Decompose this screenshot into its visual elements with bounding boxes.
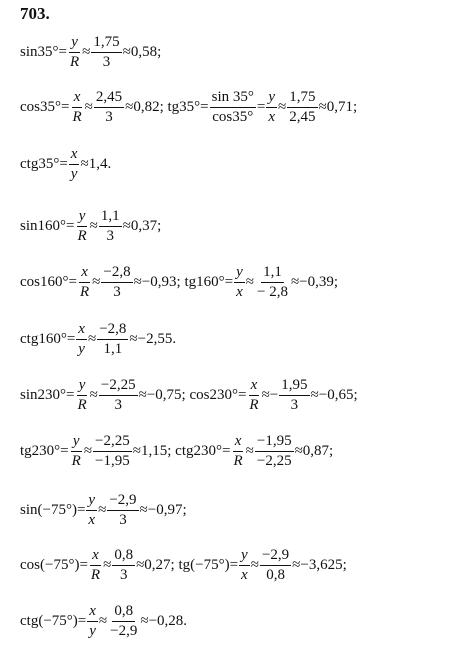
fraction-numerator: 1,1 (261, 264, 284, 283)
fraction-numerator: −2,8 (97, 321, 128, 340)
expression-text: ctg160°= (20, 331, 76, 347)
expression-text: ≈−0,75; cos230°= (138, 387, 247, 403)
fraction (234, 264, 245, 301)
equation-line (20, 146, 111, 183)
fraction (93, 433, 132, 470)
fraction-denominator: 3 (102, 54, 111, 70)
expression-text: ≈ (89, 387, 98, 403)
expression-text: ≈−0,93; tg160°= (133, 274, 234, 290)
expression-text: ≈ (87, 331, 97, 347)
fraction (86, 492, 97, 529)
fraction (99, 377, 138, 414)
fraction (266, 89, 277, 126)
fraction-numerator: sin 35° (210, 89, 256, 108)
fraction-numerator: y (71, 433, 82, 452)
expression-text: ≈1,4. (80, 156, 112, 172)
fraction-numerator: 1,1 (99, 208, 122, 227)
fraction-numerator: x (90, 547, 101, 566)
fraction-numerator: y (77, 208, 88, 227)
fraction (112, 547, 135, 584)
fraction-numerator: y (234, 264, 245, 283)
fraction-numerator: 1,95 (279, 377, 309, 396)
fraction (75, 377, 88, 414)
expression-text: ≈ (92, 274, 101, 290)
fraction-denominator: x (88, 512, 96, 528)
fraction-denominator: R (233, 453, 243, 469)
fraction-numerator: −2,9 (260, 547, 291, 566)
fraction (97, 321, 128, 358)
fraction-numerator: x (87, 603, 98, 622)
fraction (210, 89, 256, 126)
fraction (70, 433, 83, 470)
fraction (89, 547, 102, 584)
expression-text: ≈ (82, 44, 91, 60)
equation-line (20, 208, 161, 245)
expression-text: ≈−2,55. (129, 331, 177, 347)
problem-number: 703. (20, 4, 50, 23)
fraction-denominator: 2,45 (289, 109, 316, 125)
fraction (68, 34, 81, 71)
fraction (101, 264, 132, 301)
fraction (75, 208, 88, 245)
expression-text: ≈ (278, 99, 287, 115)
fraction (231, 433, 244, 470)
fraction-numerator: y (77, 377, 88, 396)
fraction (91, 34, 121, 71)
equation-line (20, 264, 338, 301)
fraction (94, 89, 124, 126)
expression-text: ≈0,71; (318, 99, 358, 115)
fraction-denominator: y (89, 623, 96, 639)
fraction (108, 603, 139, 640)
fraction-numerator: −2,8 (101, 264, 132, 283)
fraction-denominator: x (241, 567, 248, 583)
fraction (76, 321, 87, 358)
equation-line (20, 34, 161, 71)
fraction-denominator: 1,1 (103, 341, 123, 357)
fraction-denominator: y (70, 166, 78, 182)
expression-text: ≈ (98, 613, 108, 629)
fraction-denominator: x (268, 109, 276, 125)
expression-text: ≈−0,39; (290, 274, 339, 290)
fraction-denominator: − 2,8 (256, 284, 288, 300)
expression-text: ctg35°= (20, 156, 68, 172)
expression-text: ≈−0,28. (140, 613, 188, 629)
fraction (70, 89, 83, 126)
fraction-numerator: 0,8 (112, 603, 135, 622)
fraction-denominator: R (72, 109, 82, 125)
fraction-denominator: y (78, 341, 85, 357)
expression-text: sin230°= (20, 387, 75, 403)
fraction (107, 492, 138, 529)
fraction (69, 146, 80, 183)
fraction-denominator: −2,25 (256, 453, 292, 469)
fraction-denominator: 3 (119, 567, 128, 583)
expression-text: ≈ (250, 557, 259, 573)
fraction-numerator: x (233, 433, 244, 452)
expression-text: ≈−0,97; (139, 502, 187, 518)
equation-line (20, 377, 358, 414)
fraction-numerator: −1,95 (255, 433, 294, 452)
fraction-denominator: −1,95 (95, 453, 130, 469)
fraction (99, 208, 122, 245)
expression-text: ≈ (103, 557, 112, 573)
equation-line (20, 321, 176, 358)
expression-text: ctg(−75°)= (20, 613, 87, 629)
fraction (287, 89, 317, 126)
fraction-numerator: y (69, 34, 80, 53)
expression-text: ≈0,37; (122, 218, 162, 234)
fraction-numerator: x (69, 146, 80, 165)
expression-text: ≈ (89, 218, 98, 234)
expression-text: ≈−3,625; (292, 557, 347, 573)
fraction-denominator: R (79, 284, 90, 300)
expression-text: ≈ (98, 502, 107, 518)
fraction-denominator: R (69, 54, 80, 70)
fraction (279, 377, 309, 414)
fraction-numerator: y (266, 89, 277, 108)
expression-text: ≈0,82; tg35°= (125, 99, 209, 115)
equation-line (20, 89, 357, 126)
fraction-numerator: x (72, 89, 83, 108)
expression-text: ≈0,58; (122, 44, 162, 60)
fraction-numerator: y (86, 492, 97, 511)
equation-line (20, 433, 333, 470)
expression-text: ≈ (84, 99, 93, 115)
fraction-denominator: 3 (105, 109, 113, 125)
expression-text: ≈ (245, 443, 254, 459)
fraction-numerator: y (239, 547, 250, 566)
fraction-numerator: x (249, 377, 260, 396)
expression-text: ≈ (245, 274, 254, 290)
fraction (255, 433, 294, 470)
fraction-denominator: cos35° (212, 109, 254, 125)
fraction (78, 264, 91, 301)
expression-text: sin35°= (20, 44, 67, 60)
fraction-numerator: 0,8 (112, 547, 135, 566)
fraction-denominator: x (236, 284, 243, 300)
expression-text: ≈− (261, 387, 279, 403)
fraction-numerator: 1,75 (91, 34, 121, 53)
expression-text: cos35°= (20, 99, 70, 115)
expression-text: ≈1,15; ctg230°= (132, 443, 231, 459)
expression-text: cos(−75°)= (20, 557, 88, 573)
fraction-denominator: R (71, 453, 81, 469)
fraction-numerator: −2,9 (107, 492, 138, 511)
fraction (247, 377, 260, 414)
fraction (255, 264, 290, 301)
fraction-numerator: 2,45 (94, 89, 124, 108)
fraction (239, 547, 250, 584)
expression-text: ≈0,87; (294, 443, 334, 459)
expression-text: ≈0,27; tg(−75°)= (136, 557, 239, 573)
fraction (87, 603, 98, 640)
fraction-numerator: x (79, 264, 90, 283)
equation-line (20, 492, 187, 529)
fraction-denominator: R (249, 397, 259, 413)
expression-text: sin(−75°)= (20, 502, 86, 518)
expression-text: ≈ (83, 443, 93, 459)
fraction-denominator: 3 (119, 512, 127, 528)
expression-text: sin160°= (20, 218, 75, 234)
fraction-denominator: R (77, 397, 87, 413)
fraction-numerator: 1,75 (287, 89, 317, 108)
fraction-denominator: R (90, 567, 101, 583)
expression-text: ≈−0,65; (310, 387, 358, 403)
fraction-denominator: 3 (113, 284, 121, 300)
expression-text: cos160°= (20, 274, 77, 290)
fraction-denominator: 3 (290, 397, 299, 413)
fraction-denominator: 3 (106, 228, 114, 244)
fraction-numerator: −2,25 (99, 377, 138, 396)
equation-line (20, 547, 347, 584)
fraction-denominator: 3 (114, 397, 122, 413)
fraction-denominator: R (77, 228, 87, 244)
fraction-numerator: −2,25 (93, 433, 132, 452)
fraction (260, 547, 291, 584)
fraction-denominator: −2,9 (110, 623, 138, 639)
fraction-denominator: 0,8 (266, 567, 285, 583)
expression-text: tg230°= (20, 443, 69, 459)
equation-line (20, 603, 187, 640)
expression-text: = (256, 99, 266, 115)
fraction-numerator: x (76, 321, 87, 340)
